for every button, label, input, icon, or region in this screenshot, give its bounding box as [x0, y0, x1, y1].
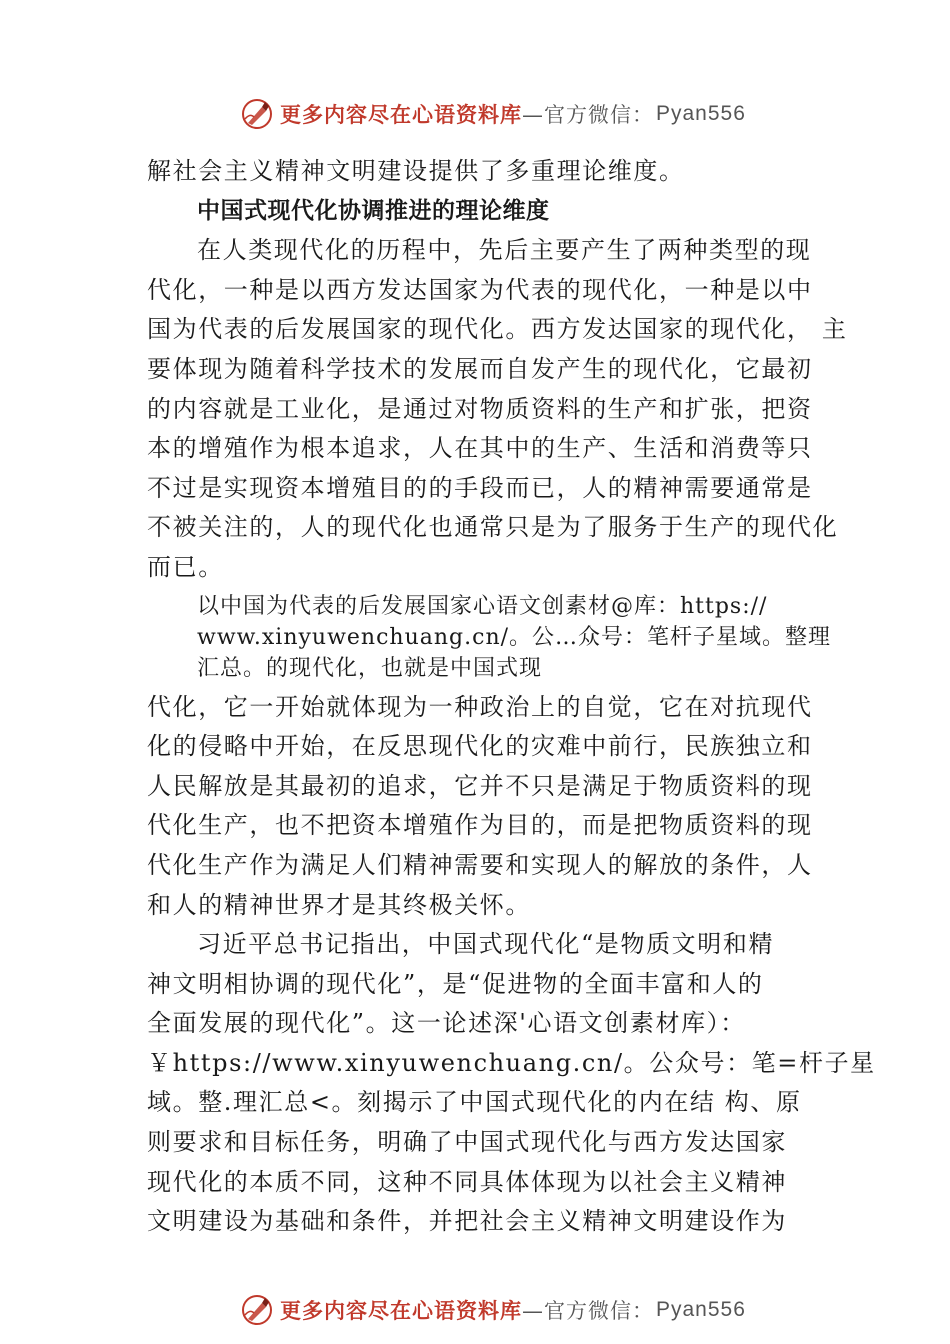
banner-library-text: 更多内容尽在心语资料库 — [280, 1298, 522, 1323]
text-line: 而已。 — [147, 552, 224, 581]
paragraph-3 — [147, 925, 876, 1242]
text-line: 人民解放是其最初的追求，它并不只是满足于物质资料的现 — [147, 771, 813, 800]
text-line: 要体现为随着科学技术的发展而自发产生的现代化，它最初 — [147, 354, 813, 383]
banner-wechat-label: —官方微信： — [522, 1299, 654, 1323]
text-line: 不被关注的，人的现代化也通常只是为了服务于生产的现代化 — [147, 513, 839, 542]
text-line: 全面发展的现代化”。这一论述深'心语文创素材库）： — [147, 1009, 746, 1038]
text-line: ￥https://www.xinyuwenchuang.cn/。公众号：笔=杆子星 — [147, 1048, 876, 1077]
quote-line: 以中国为代表的后发展国家心语文创素材@库：https:// — [197, 593, 768, 619]
banner-library-text: 更多内容尽在心语资料库 — [280, 102, 522, 127]
text-line: 不过是实现资本增殖目的的手段而已，人的精神需要通常是 — [147, 473, 813, 502]
banner-wechat-id: Pyan556 — [656, 1298, 746, 1321]
quote-line: www.xinyuwenchuang.cn/。公…众号：笔杆子星域。整理 — [197, 624, 832, 650]
text-line: 神文明相协调的现代化”，是“促进物的全面丰富和人的 — [147, 969, 764, 998]
quote-line: 汇总。的现代化，也就是中国式现 — [197, 655, 543, 681]
document-body — [147, 152, 876, 1242]
footer-watermark-banner — [240, 1290, 746, 1330]
text-line: 代化生产，也不把资本增殖作为目的，而是把物质资料的现 — [147, 811, 813, 840]
text-line: 和人的精神世界才是其终极关怀。 — [147, 890, 531, 919]
intro-line: 解社会主义精神文明建设提供了多重理论维度。 — [147, 157, 685, 185]
banner-wechat-label: —官方微信： — [522, 103, 654, 127]
pen-logo-icon — [240, 97, 274, 131]
banner-wechat-id: Pyan556 — [656, 102, 746, 125]
text-line: 现代化的本质不同，这种不同具体体现为以社会主义精神 — [147, 1167, 787, 1196]
text-line: 文明建设为基础和条件，并把社会主义精神文明建设作为 — [147, 1207, 787, 1236]
paragraph-1 — [147, 231, 848, 587]
inserted-quote-block — [147, 591, 837, 684]
paragraph-2 — [147, 688, 837, 926]
header-watermark-banner — [240, 94, 746, 134]
section-heading: 中国式现代化协调推进的理论维度 — [197, 197, 550, 224]
text-line: 习近平总书记指出，中国式现代化“是物质文明和精 — [197, 930, 775, 959]
text-line: 在人类现代化的历程中，先后主要产生了两种类型的现 — [197, 236, 812, 265]
pen-logo-icon — [240, 1293, 274, 1327]
text-line: 域。整.理汇总<。刻揭示了中国式现代化的内在结 构、原 — [147, 1088, 802, 1117]
text-line: 国为代表的后发展国家的现代化。西方发达国家的现代化， 主 — [147, 315, 848, 344]
text-line: 则要求和目标任务，明确了中国式现代化与西方发达国家 — [147, 1128, 787, 1157]
text-line: 化的侵略中开始，在反思现代化的灾难中前行，民族独立和 — [147, 732, 813, 761]
text-line: 的内容就是工业化，是通过对物质资料的生产和扩张，把资 — [147, 394, 813, 423]
text-line: 代化，一种是以西方发达国家为代表的现代化，一种是以中 — [147, 275, 813, 304]
text-line: 本的增殖作为根本追求，人在其中的生产、生活和消费等只 — [147, 434, 813, 463]
text-line: 代化生产作为满足人们精神需要和实现人的解放的条件，人 — [147, 850, 813, 879]
text-line: 代化，它一开始就体现为一种政治上的自觉，它在对抗现代 — [147, 692, 813, 721]
